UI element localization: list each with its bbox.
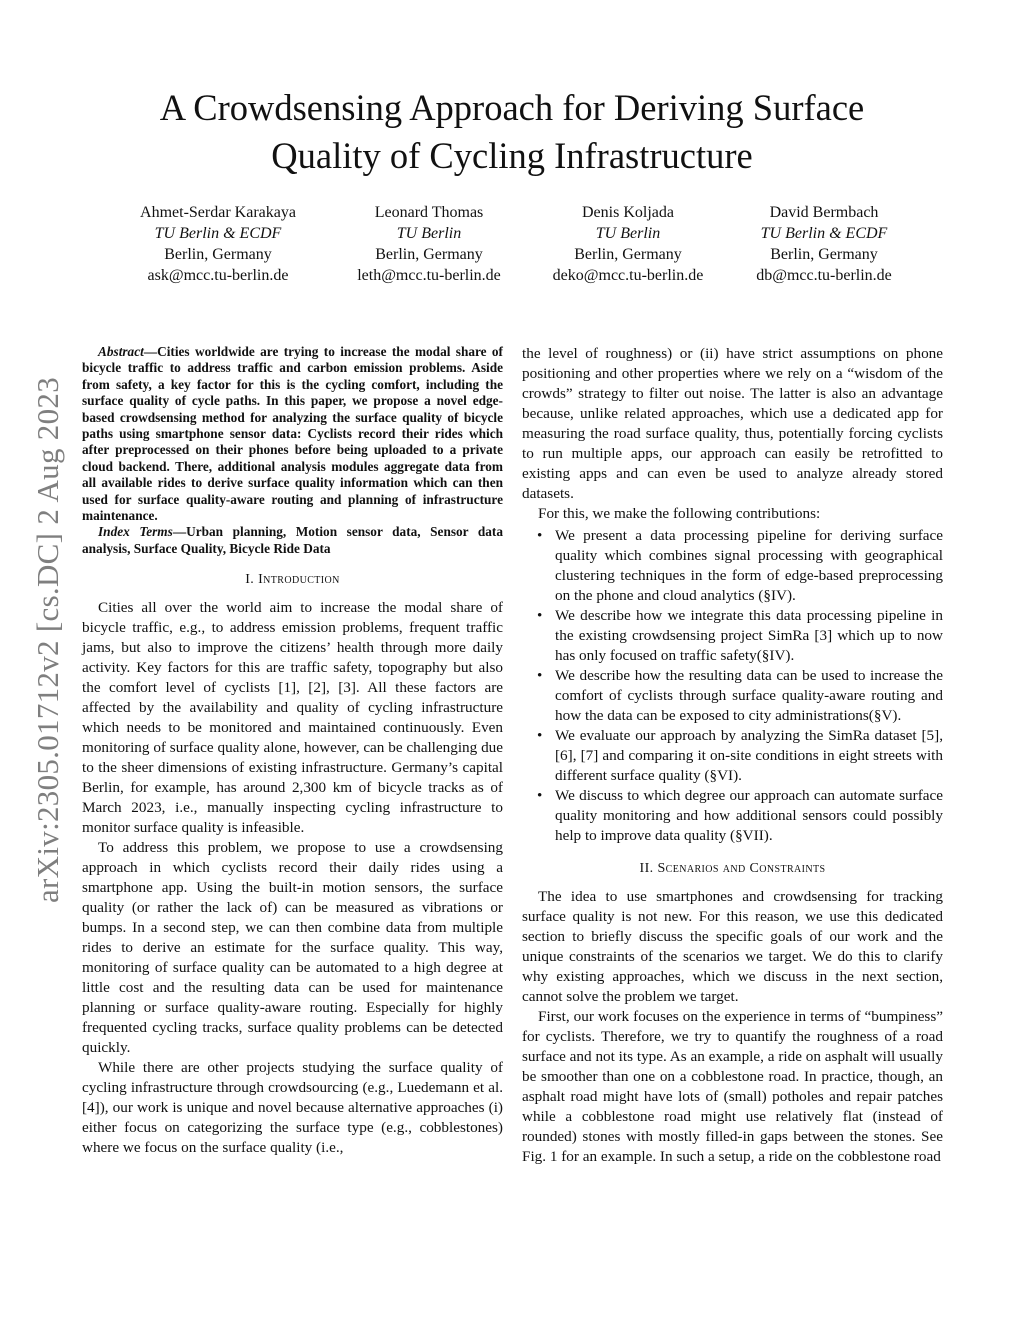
intro-paragraph-1: Cities all over the world aim to increase the modal share of bicycle traffic, e.g., to address emission problems, frequent traffic jams, but also to improve the citizens’ health through more daily activity. Key factors for this are traffic safety, topography but also the comfort level of cyclists [1], [2], [3]. All these factors are affected by the availability and quality of cycling infrastructure which needs to be monitored and maintained continuously. Even monitoring of surface quality alone, however, can be challenging due to the sheer dimensions of existing infrastructure. Germany’s capital Berlin, for example, has around 2,300 km of bicycle tracks as of March 2023, i.e., manually inspecting cycling infrastructure to monitor surface quality is infeasible. — [82, 599, 503, 837]
author-name: Ahmet-Serdar Karakaya — [140, 204, 296, 221]
left-column — [82, 344, 503, 1158]
index-terms — [82, 524, 503, 557]
index-terms-label: Index Terms — [98, 524, 173, 540]
author-affiliation: TU Berlin & ECDF — [760, 225, 888, 242]
author-location: Berlin, Germany — [164, 246, 272, 263]
author-location: Berlin, Germany — [375, 246, 483, 263]
paper-title-line-1: A Crowdsensing Approach for Deriving Surface — [159, 87, 865, 128]
abstract-text: —Cities worldwide are trying to increase the modal share of bicycle traffic to address traffic and carbon emission problems. Aside from safety, a key factor for this is the cycling comfort, including the surface quality of cycle paths. In this paper, we propose a novel edge-based crowdsensing method for analyzing the surface quality of bicycle paths using smartphone sensor data: Cyclists record their rides which after preprocessed on their phones before being uploaded to a private cloud backend. There, additional analysis modules aggregate data from all available rides to derive surface quality information which can then used for surface quality-aware routing and planning of infrastructure maintenance. — [82, 344, 503, 524]
author-name: David Bermbach — [769, 204, 879, 221]
author-3 — [518, 202, 738, 286]
author-name: Denis Koljada — [582, 204, 674, 221]
list-item: • We present a data processing pipeline for deriving surface quality which combines signal processing with geographical clustering techniques in the form of edge-based preprocessing on the phone and cloud analytics (§IV). — [555, 526, 943, 606]
list-item: • We discuss to which degree our approach can automate surface quality monitoring and how additional sensors could possibly help to improve data quality (§VII). — [555, 786, 943, 846]
author-affiliation: TU Berlin & ECDF — [154, 225, 282, 242]
section-numeral: II. — [639, 861, 658, 876]
section-heading-introduction — [82, 570, 503, 590]
intro-continuation: the level of roughness) or (ii) have strict assumptions on phone positioning and other properties where we rely on a “wisdom of the crowds” strategy to filter out noise. The latter is also an advantage because, unlike related approaches, which use a dedicated app for measuring the road surface quality, thus, potentially forcing cyclists to run multiple apps, our approach can easily be retrofitted to existing apps and can even be used to analyze already stored datasets. — [522, 345, 943, 502]
list-item: • We evaluate our approach by analyzing the SimRa dataset [5], [6], [7] and comparing it on-site conditions in eight streets with different surface quality (§VI). — [555, 726, 943, 786]
scenarios-paragraph-1: The idea to use smartphones and crowdsensing for tracking surface quality is not new. For this reason, we use this dedicated section to briefly discuss the specific goals of our work and the unique constraints of the scenarios we target. We do this to clarify why existing approaches, which we discuss in the next section, cannot solve the problem we target. — [522, 888, 943, 1005]
author-2 — [319, 202, 539, 286]
author-1 — [108, 202, 328, 286]
right-column — [522, 344, 943, 1167]
author-location: Berlin, Germany — [770, 246, 878, 263]
author-email: leth@mcc.tu-berlin.de — [357, 267, 501, 284]
author-email: db@mcc.tu-berlin.de — [756, 267, 892, 284]
paper-title-line-2: Quality of Cycling Infrastructure — [271, 135, 753, 176]
author-location: Berlin, Germany — [574, 246, 682, 263]
author-email: ask@mcc.tu-berlin.de — [147, 267, 289, 284]
contributions-list — [522, 526, 943, 846]
author-4 — [714, 202, 934, 286]
author-affiliation: TU Berlin — [595, 225, 661, 242]
contributions-lead-in: For this, we make the following contributions: — [538, 505, 821, 522]
section-title: Scenarios and Constraints — [657, 861, 826, 876]
section-heading-scenarios — [522, 859, 943, 879]
abstract-label: Abstract — [98, 344, 144, 359]
author-affiliation: TU Berlin — [396, 225, 462, 242]
list-item: • We describe how the resulting data can be used to increase the comfort of cyclists through surface quality-aware routing and how the data can be exposed to city administrations(§V). — [555, 666, 943, 726]
section-title: Introduction — [258, 572, 340, 588]
scenarios-paragraph-2: First, our work focuses on the experience in terms of “bumpiness” for cyclists. Therefore, we try to quantify the roughness of a road surface and not its type. As an example, a ride on asphalt will usually be smoother than one on a cobblestone road. In practice, though, an asphalt road might have lots of (small) potholes and repair patches while a cobblestone road might use relatively flat (instead of rounded) stones with mostly filled-in gaps between the stones. See Fig. 1 for an example. In such a setup, a ride on the cobblestone road — [522, 1008, 943, 1165]
author-email: deko@mcc.tu-berlin.de — [552, 267, 704, 284]
intro-paragraph-2: To address this problem, we propose to use a crowdsensing approach in which cyclists record their daily rides using a smartphone app. Using the built-in motion sensors, the surface quality (or rather the lack of) can be measured as vibrations or bumps. In a second step, we can then combine data from multiple rides to derive an estimate for the surface quality. This way, monitoring of surface quality can be automated to a high degree at little cost and the resulting data can be used for maintenance planning or surface quality-aware routing. Especially for highly frequented cycling tracks, surface quality problems can be detected quickly. — [82, 839, 503, 1057]
list-item: • We describe how we integrate this data processing pipeline in the existing crowdsensing project SimRa [3] which up to now has only focused on traffic safety(§IV). — [555, 606, 943, 666]
arxiv-identifier: arXiv:2305.01712v2 [cs.DC] 2 Aug 2023 — [30, 376, 65, 904]
intro-paragraph-3: While there are other projects studying the surface quality of cycling infrastructure through crowdsourcing (e.g., Luedemann et al. [4]), our work is unique and novel because alternative approaches (i) either focus on categorizing the surface type (e.g., cobblestones) where we focus on the surface quality (i.e., — [82, 1059, 503, 1157]
index-terms-text: —Urban planning, Motion sensor data, Sensor data analysis, Surface Quality, Bicycle Ride Data — [82, 524, 503, 556]
section-numeral: I. — [245, 572, 259, 588]
author-name: Leonard Thomas — [374, 204, 484, 221]
paper-title — [0, 84, 1024, 180]
abstract — [82, 344, 503, 524]
